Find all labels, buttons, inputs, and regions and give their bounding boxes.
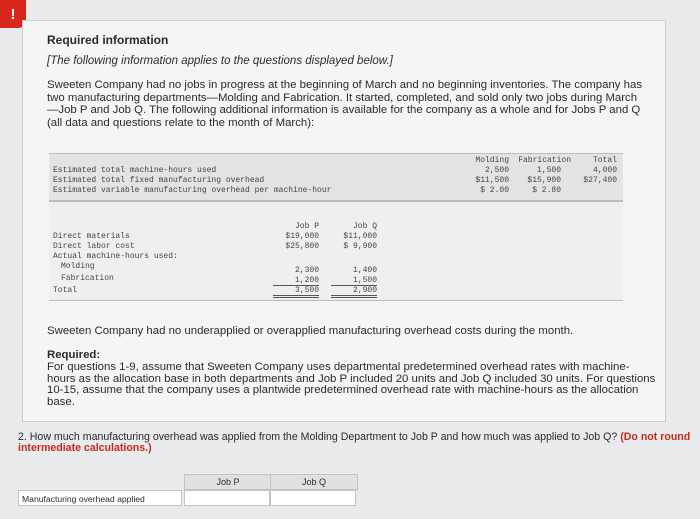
panel-note: [The following information applies to the questions displayed below.] <box>47 55 393 67</box>
cell: 1,200 <box>273 276 319 286</box>
intro-paragraph: Sweeten Company had no jobs in progress at the beginning of March and no beginning inventories. The company has two manufacturing departments—Molding and Fabrication. It started, completed, and sold only two jobs during March—Job P and Job Q. The following additional information is available for the company as a whole and for Jobs P and Q (all data and questions relate to the month of March): <box>47 79 643 129</box>
cell: $25,800 <box>285 242 319 251</box>
cell: 1,500 <box>331 276 377 286</box>
job-q-overhead-input[interactable] <box>270 490 356 506</box>
underapplied-note: Sweeten Company had no underapplied or overapplied manufacturing overhead costs during the month. <box>47 325 574 337</box>
cell: 4,000 <box>592 166 617 175</box>
cell: $ 9,900 <box>343 242 377 251</box>
required-text: For questions 1-9, assume that Sweeten Company uses departmental predetermined overhead rates with machine-hours as the allocation base in both departments and Job P included 20 units and Job Q included 30 units. For questions 10-15, assume that the company uses a plantwide predetermined overhead rate with machine-hours as the allocation base. <box>47 361 656 408</box>
cell: 2,500 <box>484 166 509 175</box>
overhead-estimates-table <box>49 153 623 201</box>
row-label-total: Total <box>53 286 78 295</box>
cell: 3,500 <box>273 286 319 298</box>
question-instruction: (Do not round intermediate calculations.) <box>18 431 691 454</box>
header-job-q: Job Q <box>352 222 377 231</box>
panel-title: Required information <box>47 33 169 47</box>
required-label: Required: <box>47 349 101 361</box>
question-2 <box>18 432 698 454</box>
cell: $ 2.00 <box>480 186 509 195</box>
cell: $15,900 <box>527 176 561 185</box>
header-total: Total <box>592 156 617 165</box>
cell: $27,400 <box>583 176 617 185</box>
cell: $ 2.80 <box>532 186 561 195</box>
cell: $11,500 <box>475 176 509 185</box>
row-label-direct-labor: Direct labor cost <box>53 242 135 251</box>
row-label-actual-machine-hours: Actual machine-hours used: <box>53 252 178 261</box>
cell: 1,500 <box>536 166 561 175</box>
row-label-fixed-overhead: Estimated total fixed manufacturing overhead <box>53 176 265 185</box>
answer-header-job-q: Job Q <box>270 474 358 490</box>
job-cost-table <box>49 201 623 301</box>
row-label-direct-materials: Direct materials <box>53 232 130 241</box>
header-job-p: Job P <box>294 222 319 231</box>
header-fabrication: Fabrication <box>518 156 571 165</box>
question-text: 2. How much manufacturing overhead was applied from the Molding Department to Job P and how much was applied to Job Q? <box>18 431 618 443</box>
alert-icon: ! <box>0 0 26 28</box>
job-p-overhead-input[interactable] <box>184 490 270 506</box>
row-label-variable-overhead: Estimated variable manufacturing overhead per machine-hour <box>53 186 332 195</box>
answer-header-job-p: Job P <box>184 474 272 490</box>
row-label-molding: Molding <box>61 262 95 271</box>
required-information-panel <box>22 20 666 422</box>
cell: 2,300 <box>294 266 319 275</box>
cell: $19,000 <box>285 232 319 241</box>
answer-table <box>18 474 356 508</box>
cell: $11,000 <box>343 232 377 241</box>
row-label-machine-hours: Estimated total machine-hours used <box>53 166 217 175</box>
cell: 2,900 <box>331 286 377 298</box>
answer-row-label: Manufacturing overhead applied <box>18 490 182 506</box>
row-label-fabrication: Fabrication <box>61 274 114 283</box>
cell: 1,400 <box>352 266 377 275</box>
header-molding: Molding <box>475 156 509 165</box>
